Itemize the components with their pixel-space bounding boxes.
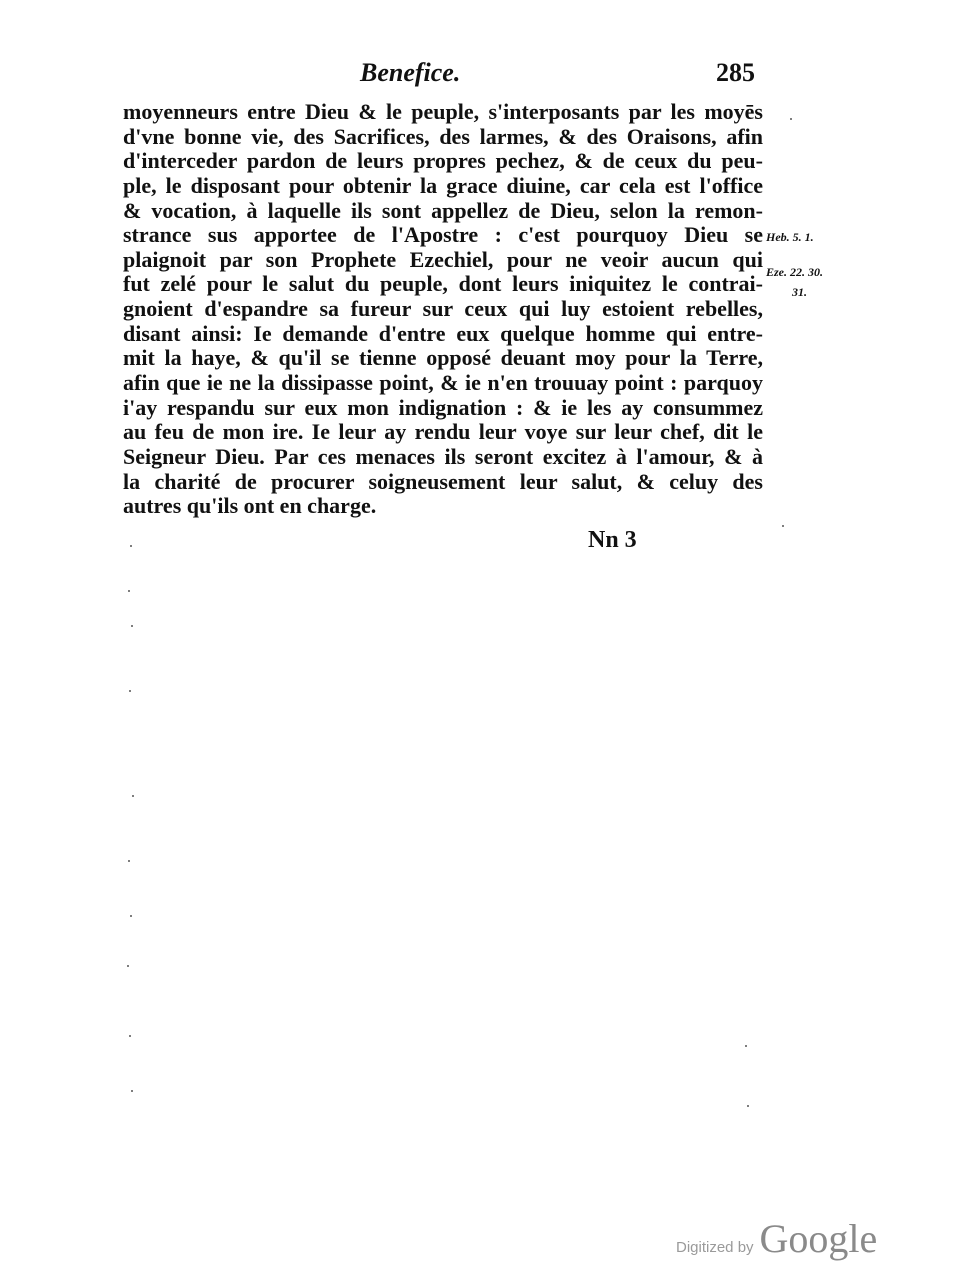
scan-speck (129, 1035, 131, 1037)
signature-mark: Nn 3 (588, 527, 637, 553)
text-line: strance sus apportee de l'Apostre : c'est pourquoy Dieu se (123, 222, 763, 248)
text-line: & vocation, à laquelle ils sont appellez de Dieu, selon la remon- (123, 197, 763, 223)
scan-speck (130, 915, 132, 917)
text-line: disant ainsi: Ie demande d'entre eux quelque homme qui entre- (123, 320, 763, 346)
scan-speck (790, 118, 792, 120)
margin-note: Heb. 5. 1. (766, 230, 814, 244)
google-logo: Google (759, 1216, 878, 1261)
scan-speck (132, 795, 134, 797)
text-line: afin que ie ne la dissipasse point, & ie n'en trouuay point : parquoy (123, 370, 763, 396)
scan-speck (747, 1105, 749, 1107)
text-line: d'interceder pardon de leurs propres pechez, & de ceux du peu- (123, 148, 763, 174)
text-line: gnoient d'espandre sa fureur sur ceux qui luy estoient rebelles, (123, 296, 763, 322)
scan-speck (128, 860, 130, 862)
page-number: 285 (716, 58, 755, 87)
watermark-prefix: Digitized by (676, 1239, 754, 1256)
text-line: la charité de procurer soigneusement leur salut, & celuy des (123, 468, 763, 494)
text-line: fut zelé pour le salut du peuple, dont leurs iniquitez le contrai- (123, 271, 763, 297)
margin-note: 31. (792, 285, 807, 299)
body-text (123, 100, 763, 519)
running-title: Benefice. (360, 58, 461, 87)
text-line: autres qu'ils ont en charge. (123, 493, 377, 519)
text-line: au feu de mon ire. Ie leur ay rendu leur voye sur leur chef, dit le (123, 419, 763, 445)
text-line: moyenneurs entre Dieu & le peuple, s'interposants par les moyēs (123, 99, 763, 124)
scan-speck (129, 690, 131, 692)
text-line: mit la haye, & qu'il se tienne opposé deuant moy pour la Terre, (123, 345, 763, 371)
margin-note: Eze. 22. 30. (766, 265, 823, 279)
text-line: ple, le disposant pour obtenir la grace diuine, car cela est l'office (123, 172, 763, 198)
scan-speck (128, 590, 130, 592)
text-line: i'ay respandu sur eux mon indignation : & ie les ay consummez (123, 394, 763, 420)
scan-speck (127, 965, 129, 967)
digitized-watermark (676, 1215, 877, 1262)
text-line: Seigneur Dieu. Par ces menaces ils seront excitez à l'amour, & à (123, 443, 763, 469)
scan-speck (131, 1090, 133, 1092)
scan-speck (782, 525, 784, 527)
scan-speck (131, 625, 133, 627)
text-line: plaignoit par son Prophete Ezechiel, pour ne veoir aucun qui (123, 246, 763, 272)
text-line: d'vne bonne vie, des Sacrifices, des larmes, & des Oraisons, afin (123, 123, 763, 149)
scan-speck (745, 1045, 747, 1047)
scan-speck (130, 545, 132, 547)
